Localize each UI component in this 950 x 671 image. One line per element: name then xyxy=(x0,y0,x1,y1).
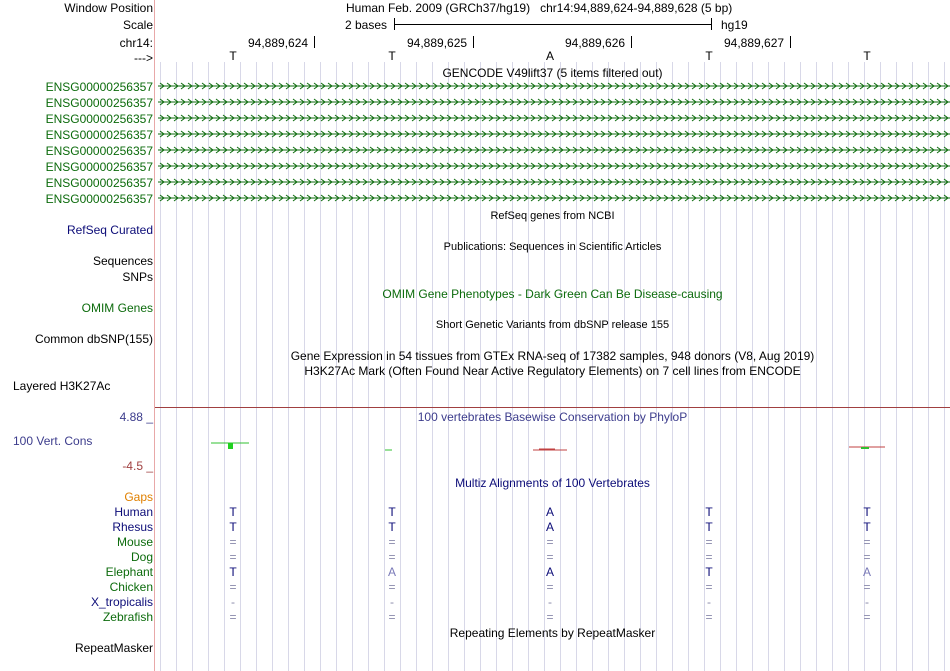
alignment-base: = xyxy=(388,610,396,624)
gencode-item-label[interactable]: ENSG00000256357 xyxy=(45,80,153,94)
alignment-base: = xyxy=(546,535,554,549)
cons-track-label[interactable]: 100 Vert. Cons xyxy=(13,434,93,448)
alignment-base: = xyxy=(229,550,237,564)
omim-track-label[interactable]: OMIM Genes xyxy=(81,301,153,315)
alignment-base: = xyxy=(863,580,871,594)
alignment-base: = xyxy=(705,610,713,624)
pubs-track-title[interactable]: Publications: Sequences in Scientific Articles xyxy=(443,241,662,253)
alignment-base: T xyxy=(863,505,871,519)
alignment-base: = xyxy=(229,580,237,594)
alignment-base: = xyxy=(546,580,554,594)
alignment-base: A xyxy=(545,520,554,534)
refseq-track-label[interactable]: RefSeq Curated xyxy=(66,223,153,237)
sequences-track-label[interactable]: Sequences xyxy=(92,254,153,268)
alignment-base: T xyxy=(388,520,396,534)
window-position-value: Human Feb. 2009 (GRCh37/hg19) chr14:94,889,624-94,889,628 (5 bp) xyxy=(346,1,733,15)
gencode-item-label[interactable]: ENSG00000256357 xyxy=(45,160,153,174)
gaps-label[interactable]: Gaps xyxy=(124,490,153,504)
alignment-base: T xyxy=(705,505,713,519)
alignment-base: = xyxy=(705,580,713,594)
cons-signal xyxy=(155,436,950,454)
multiz-track-title[interactable]: Multiz Alignments of 100 Vertebrates xyxy=(455,476,650,490)
alignment-base: T xyxy=(388,505,396,519)
cons-bar-group xyxy=(211,443,885,450)
alignment-base: = xyxy=(388,535,396,549)
alignment-base: = xyxy=(705,550,713,564)
cons-min-label: -4.5 _ xyxy=(122,459,153,473)
species-label[interactable]: Elephant xyxy=(105,565,153,579)
alignment-base: - xyxy=(707,595,711,609)
scale-bar xyxy=(394,24,711,25)
gencode-item-label[interactable]: ENSG00000256357 xyxy=(45,144,153,158)
repeat-track-label[interactable]: RepeatMasker xyxy=(74,641,153,655)
gtex-track-title[interactable]: Gene Expression in 54 tissues from GTEx RNA-seq of 17382 samples, 948 donors (V8, Aug 2019) xyxy=(290,349,815,363)
alignment-base: T xyxy=(229,520,237,534)
refseq-track-title[interactable]: RefSeq genes from NCBI xyxy=(490,210,615,222)
position-label: 94,889,625 xyxy=(407,36,468,50)
base-letter: T xyxy=(229,49,237,63)
cons-max-label: 4.88 _ xyxy=(119,410,153,424)
repeat-track-title[interactable]: Repeating Elements by RepeatMasker xyxy=(449,626,656,640)
snps-track-label[interactable]: SNPs xyxy=(122,270,153,284)
gencode-gene-feature[interactable] xyxy=(158,118,950,120)
alignment-base: - xyxy=(231,595,235,609)
gencode-item-label[interactable]: ENSG00000256357 xyxy=(45,176,153,190)
alignment-base: - xyxy=(865,595,869,609)
alignment-base: T xyxy=(705,565,713,579)
alignment-base: = xyxy=(546,550,554,564)
position-tick xyxy=(631,36,632,48)
alignment-base: A xyxy=(387,565,396,579)
position-label: 94,889,624 xyxy=(248,36,309,50)
alignment-base: A xyxy=(545,505,554,519)
gencode-gene-feature[interactable] xyxy=(158,166,950,168)
window-position-label: Window Position xyxy=(64,1,153,15)
alignment-base: = xyxy=(388,580,396,594)
cons-bar-high xyxy=(228,443,233,449)
position-label: 94,889,627 xyxy=(724,36,785,50)
scale-text: 2 bases xyxy=(345,18,388,32)
base-letter: T xyxy=(388,49,396,63)
alignment-base: = xyxy=(863,550,871,564)
species-label[interactable]: Rhesus xyxy=(112,520,153,534)
species-label[interactable]: Dog xyxy=(130,550,153,564)
base-letter: T xyxy=(705,49,713,63)
gencode-gene-feature[interactable] xyxy=(158,102,950,104)
alignment-base: A xyxy=(862,565,871,579)
gencode-gene-feature[interactable] xyxy=(158,134,950,136)
alignment-base: T xyxy=(705,520,713,534)
alignment-base: = xyxy=(705,535,713,549)
species-label[interactable]: Mouse xyxy=(116,535,153,549)
alignment-base: - xyxy=(548,595,552,609)
scale-label: Scale xyxy=(122,18,153,32)
scale-db: hg19 xyxy=(721,18,748,32)
gencode-gene-feature[interactable] xyxy=(158,198,950,200)
alignment-base: A xyxy=(545,565,554,579)
base-letter: A xyxy=(545,49,554,63)
alignment-base: = xyxy=(229,535,237,549)
gencode-item-label[interactable]: ENSG00000256357 xyxy=(45,96,153,110)
species-label[interactable]: Chicken xyxy=(109,580,153,594)
alignment-base: - xyxy=(390,595,394,609)
h3k27-track-title[interactable]: H3K27Ac Mark (Often Found Near Active Regulatory Elements) on 7 cell lines from ENCODE xyxy=(304,364,801,378)
position-tick xyxy=(473,36,474,48)
species-label[interactable]: Human xyxy=(114,505,153,519)
gencode-item-label[interactable]: ENSG00000256357 xyxy=(45,192,153,206)
alignment-base: = xyxy=(388,550,396,564)
gencode-item-label[interactable]: ENSG00000256357 xyxy=(45,112,153,126)
position-tick xyxy=(790,36,791,48)
alignment-base: T xyxy=(229,565,237,579)
chrom-label: chr14: xyxy=(119,36,153,50)
species-label[interactable]: Zebrafish xyxy=(102,610,153,624)
dbsnp-track-title[interactable]: Short Genetic Variants from dbSNP release 155 xyxy=(435,319,670,331)
alignment-base: = xyxy=(546,610,554,624)
gencode-gene-feature[interactable] xyxy=(158,150,950,152)
gencode-gene-feature[interactable] xyxy=(158,182,950,184)
gencode-gene-feature[interactable] xyxy=(158,86,950,88)
position-label: 94,889,626 xyxy=(565,36,626,50)
h3k27-track-label[interactable]: Layered H3K27Ac xyxy=(13,379,111,393)
position-tick xyxy=(314,36,315,48)
dbsnp-track-label[interactable]: Common dbSNP(155) xyxy=(34,332,153,346)
scale-bar-right-end xyxy=(711,18,712,30)
alignment-base: = xyxy=(863,535,871,549)
alignment-base: T xyxy=(863,520,871,534)
omim-track-title[interactable]: OMIM Gene Phenotypes - Dark Green Can Be Disease-causing xyxy=(382,287,723,301)
alignment-base: T xyxy=(229,505,237,519)
alignment-base: = xyxy=(229,610,237,624)
alignment-base: = xyxy=(863,610,871,624)
base-letter: T xyxy=(863,49,871,63)
species-label[interactable]: X_tropicalis xyxy=(90,595,153,609)
strand-label: ---> xyxy=(134,51,153,65)
gencode-item-label[interactable]: ENSG00000256357 xyxy=(45,128,153,142)
cons-track-top-line xyxy=(155,407,950,408)
gencode-track-title[interactable]: GENCODE V49lift37 (5 items filtered out) xyxy=(442,66,663,80)
cons-track-title[interactable]: 100 vertebrates Basewise Conservation by PhyloP xyxy=(417,410,688,424)
